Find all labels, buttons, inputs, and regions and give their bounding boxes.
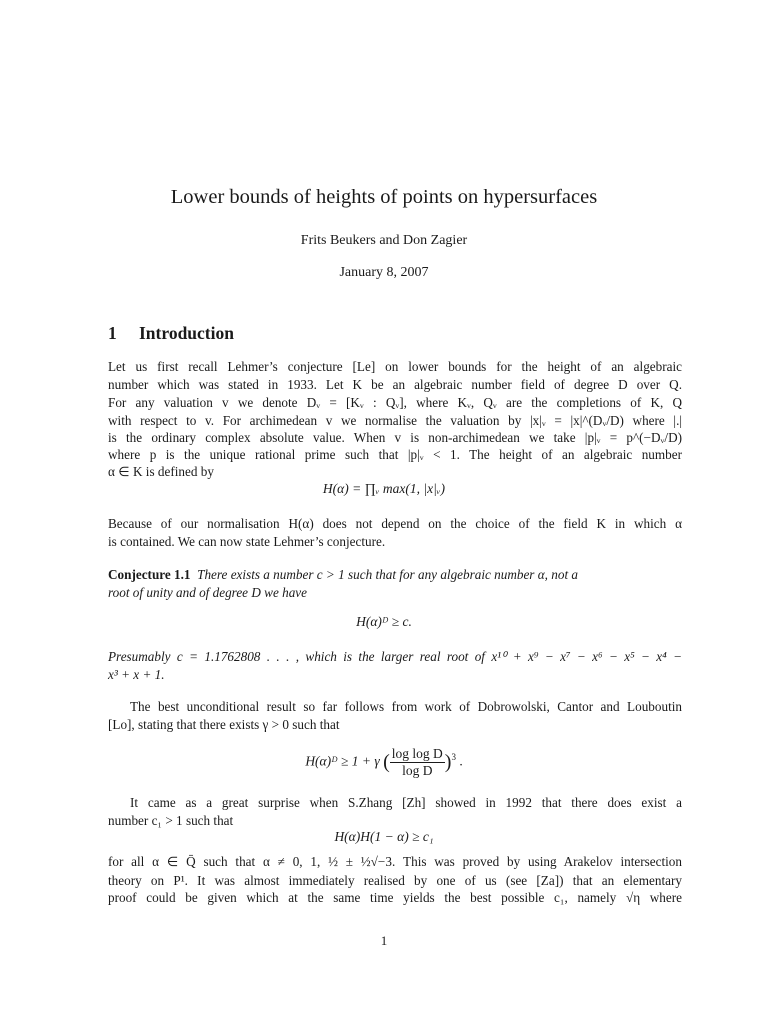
body-line: Because of our normalisation H(α) does not depend on the choice of the field K in which α <box>108 516 682 531</box>
page-number: 1 <box>380 933 388 948</box>
eq-dobrowolski-denominator: log D <box>402 763 433 778</box>
body-line: [Lo], stating that there exists γ > 0 such that <box>108 717 340 732</box>
equation-dobrowolski: H(α)ᴰ ≥ 1 + γ ( $\frac{\text{log log D}}{\text{log D}}$ )$^3$ . <box>305 746 463 778</box>
equation-conjecture: H(α)ᴰ ≥ c. <box>356 614 412 629</box>
eq-dobrowolski-numerator: log log D <box>391 746 443 761</box>
section-title: Introduction <box>139 323 234 343</box>
presumably-line: Presumably c = 1.1762808 . . . , which is the larger real root of x¹⁰ + x⁹ − x⁷ − x⁶ − x⁵ − x⁴ − <box>108 649 682 664</box>
body-line: number c₁ > 1 such that <box>108 813 234 828</box>
intro-line: with respect to v. For archimedean v we normalise the valuation by |x|ᵥ = |x|^(Dᵥ/D) where |.| <box>108 413 682 428</box>
eq-dobrowolski-exponent: 3 <box>451 752 456 763</box>
intro-line: α ∈ K is defined by <box>108 464 214 479</box>
body-line: It came as a great surprise when S.Zhang [Zh] showed in 1992 that there does exist a <box>130 795 682 810</box>
presumably-line: x³ + x + 1. <box>108 667 165 682</box>
paper-authors: Frits Beukers and Don Zagier <box>300 233 468 248</box>
paper-date: January 8, 2007 <box>339 265 429 280</box>
body-line: for all α ∈ Q̄ such that α ≠ 0, 1, ½ ± ½√−3. This was proved by using Arakelov intersection <box>108 854 682 869</box>
conjecture-line: root of unity and of degree D we have <box>108 585 307 600</box>
intro-line: where p is the unique rational prime such that |p|ᵥ < 1. The height of an algebraic number <box>108 447 682 462</box>
body-line: is contained. We can now state Lehmer’s conjecture. <box>108 534 386 549</box>
section-number: 1 <box>108 323 117 343</box>
intro-line: For any valuation v we denote Dᵥ = [Kᵥ : Qᵥ], where Kᵥ, Qᵥ are the completions of K, Q <box>108 395 682 410</box>
conjecture-line <box>108 566 682 584</box>
eq-dobrowolski-left: H(α)ᴰ ≥ 1 + γ <box>305 753 380 769</box>
paper-title: Lower bounds of heights of points on hypersurfaces <box>170 186 598 208</box>
intro-line: Let us first recall Lehmer’s conjecture [Le] on lower bounds for the height of an algebraic <box>108 359 682 374</box>
intro-line: number which was stated in 1933. Let K be an algebraic number field of degree D over Q. <box>108 377 682 392</box>
body-line: The best unconditional result so far follows from work of Dobrowolski, Cantor and Louboutin <box>130 699 682 714</box>
eq-dobrowolski-fraction <box>390 746 445 779</box>
conjecture-text: There exists a number c > 1 such that for any algebraic number α, not a <box>197 567 578 582</box>
conjecture-label: Conjecture 1.1 <box>108 567 191 582</box>
section-heading <box>108 323 234 344</box>
body-line: theory on P¹. It was almost immediately realised by one of us (see [Za]) that an elementary <box>108 873 682 888</box>
intro-line: is the ordinary complex absolute value. When v is non-archimedean we take |p|ᵥ = p^(−Dᵥ/D) <box>108 430 682 445</box>
body-line: proof could be given which at the same time yields the best possible c₁, namely √η where <box>108 890 682 905</box>
equation-height: H(α) = ∏ᵥ max(1, |x|ᵥ) <box>322 481 446 496</box>
equation-zhang: H(α)H(1 − α) ≥ c₁ <box>334 829 434 844</box>
